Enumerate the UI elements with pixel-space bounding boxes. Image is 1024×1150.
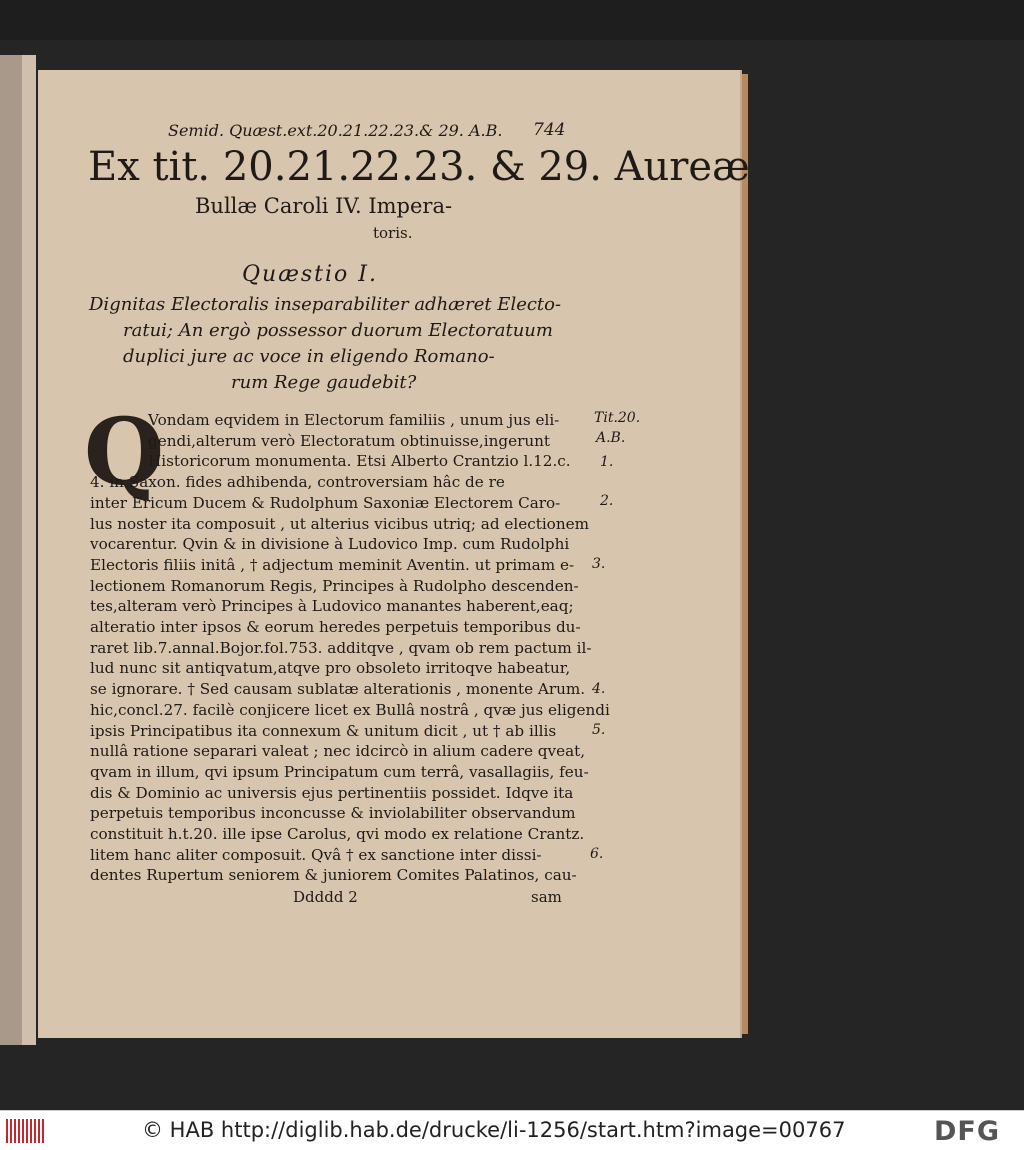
margin-note: 5. [592, 722, 606, 738]
facing-page-edge [0, 55, 36, 1045]
body-line: lud nunc sit antiqvatum,atqve pro obsoleto irritoqve habeatur, [90, 659, 571, 678]
drop-cap: Q [84, 398, 165, 506]
body-line: Historicorum monumenta. Etsi Alberto Crantzio l.12.c. [148, 452, 571, 471]
page-number: 744 [533, 120, 566, 140]
scanner-background [0, 0, 1024, 40]
page-edge [740, 74, 748, 1034]
dfg-logo: DFG [934, 1116, 1001, 1147]
body-line: gendi,alterum verò Electoratum obtinuisse,ingerunt [148, 431, 551, 450]
question-line: Dignitas Electoralis inseparabiliter adhæret Electo- [89, 294, 562, 315]
body-line: inter Ericum Ducem & Rudolphum Saxoniæ Electorem Caro- [90, 493, 561, 512]
viewer-footer [0, 1110, 1024, 1150]
body-line: dis & Dominio ac universis ejus pertinentiis possidet. Idqve ita [90, 783, 574, 802]
body-line: Electoris filiis initâ , † adjectum meminit Aventin. ut primam e- [90, 555, 575, 574]
body-line: perpetuis temporibus inconcusse & inviolabiliter observandum [90, 804, 576, 823]
title-line-2: Bullæ Caroli IV. Impera- [195, 194, 453, 218]
body-line: dentes Rupertum seniorem & juniorem Comites Palatinos, cau- [90, 866, 577, 885]
body-line: se ignorare. † Sed causam sublatæ alterationis , monente Arum. [90, 680, 586, 699]
margin-note: 6. [590, 846, 604, 862]
title-line-3: toris. [373, 224, 413, 242]
body-line: lectionem Romanorum Regis, Principes à Rudolpho descenden- [90, 576, 579, 595]
question-heading: Quæstio I. [242, 262, 378, 287]
body-line: vocarentur. Qvin & in divisione à Ludovico Imp. cum Rudolphi [90, 535, 570, 554]
facing-page-margin [22, 55, 36, 1045]
margin-note: Tit.20. [594, 410, 641, 426]
margin-note: 3. [592, 556, 606, 572]
body-line: lus noster ita composuit , ut alterius vicibus utriq; ad electionem [90, 514, 589, 533]
body-line: alteratio inter ipsos & eorum heredes perpetuis temporibus du- [90, 618, 581, 636]
catchword: sam [531, 888, 562, 906]
body-line: 4. in Saxon. fides adhibenda, controversiam hâc de re [90, 473, 505, 492]
body-line: constituit h.t.20. ille ipse Carolus, qvi modo ex relatione Crantz. [90, 825, 585, 843]
margin-note: A.B. [596, 430, 626, 446]
margin-note: 4. [592, 681, 606, 697]
source-credit: © HAB http://diglib.hab.de/drucke/li-1256/start.htm?image=00767 [142, 1118, 846, 1142]
body-line: tes,alteram verò Principes à Ludovico manantes haberent,eaq; [90, 597, 574, 616]
body-line: Vondam eqvidem in Electorum familiis , unum jus eli- [148, 411, 560, 429]
question-line: duplici jure ac voce in eligendo Romano- [123, 346, 495, 367]
question-line: ratui; An ergò possessor duorum Electoratuum [123, 320, 553, 341]
title-line-1: Ex tit. 20.21.22.23. & 29. Aureæ [88, 144, 750, 190]
body-line: hic,concl.27. facilè conjicere licet ex Bullâ nostrâ , qvæ jus eligendi [90, 700, 610, 719]
body-line: ipsis Principatibus ita connexum & unitum dicit , ut † ab illis [90, 721, 557, 740]
barcode-icon [6, 1119, 46, 1143]
body-line: raret lib.7.annal.Bojor.fol.753. additqve , qvam ob rem pactum il- [90, 638, 592, 657]
margin-note: 2. [600, 493, 614, 509]
question-line: rum Rege gaudebit? [231, 372, 417, 393]
body-line: qvam in illum, qvi ipsum Principatum cum terrâ, vasallagiis, feu- [90, 762, 589, 781]
signature-mark: Ddddd 2 [293, 888, 358, 906]
margin-note: 1. [600, 454, 614, 470]
body-line: litem hanc aliter composuit. Qvâ † ex sanctione inter dissi- [90, 845, 542, 864]
body-line: nullâ ratione separari valeat ; nec idcircò in alium cadere qveat, [90, 742, 586, 761]
running-head: Semid. Quæst.ext.20.21.22.23.& 29. A.B. [168, 121, 503, 140]
